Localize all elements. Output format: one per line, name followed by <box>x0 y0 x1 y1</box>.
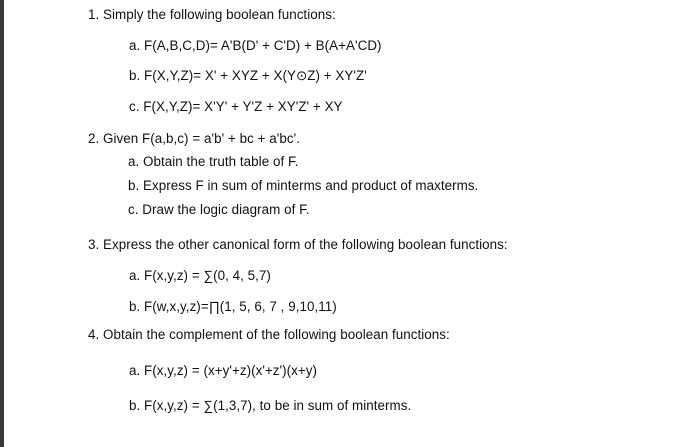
question-2-part-c: c. Draw the logic diagram of F. <box>128 202 310 217</box>
question-4-part-b: b. F(x,y,z) = ∑(1,3,7), to be in sum of minterms. <box>129 398 412 413</box>
question-1-part-b: b. F(X,Y,Z)= X' + XYZ + X(Y⊙Z) + XY'Z' <box>129 68 367 83</box>
left-border <box>0 0 4 447</box>
question-2-part-b: b. Express F in sum of minterms and product of maxterms. <box>128 178 479 193</box>
question-2: 2. Given F(a,b,c) = a'b' + bc + a'bc'. <box>88 131 300 146</box>
question-4-part-a: a. F(x,y,z) = (x+y'+z)(x'+z')(x+y) <box>129 363 318 378</box>
question-1-part-a: a. F(A,B,C,D)= A'B(D' + C'D) + B(A+A'CD) <box>129 38 382 53</box>
question-3-part-a: a. F(x,y,z) = ∑(0, 4, 5,7) <box>129 268 271 283</box>
question-1-part-c: c. F(X,Y,Z)= X'Y' + Y'Z + XY'Z' + XY <box>129 99 343 114</box>
question-4: 4. Obtain the complement of the following boolean functions: <box>88 327 450 342</box>
question-1: 1. Simply the following boolean functions: <box>88 7 336 22</box>
question-3-part-b: b. F(w,x,y,z)=∏(1, 5, 6, 7 , 9,10,11) <box>129 299 337 314</box>
question-3: 3. Express the other canonical form of the following boolean functions: <box>88 237 508 252</box>
question-2-part-a: a. Obtain the truth table of F. <box>128 154 299 169</box>
